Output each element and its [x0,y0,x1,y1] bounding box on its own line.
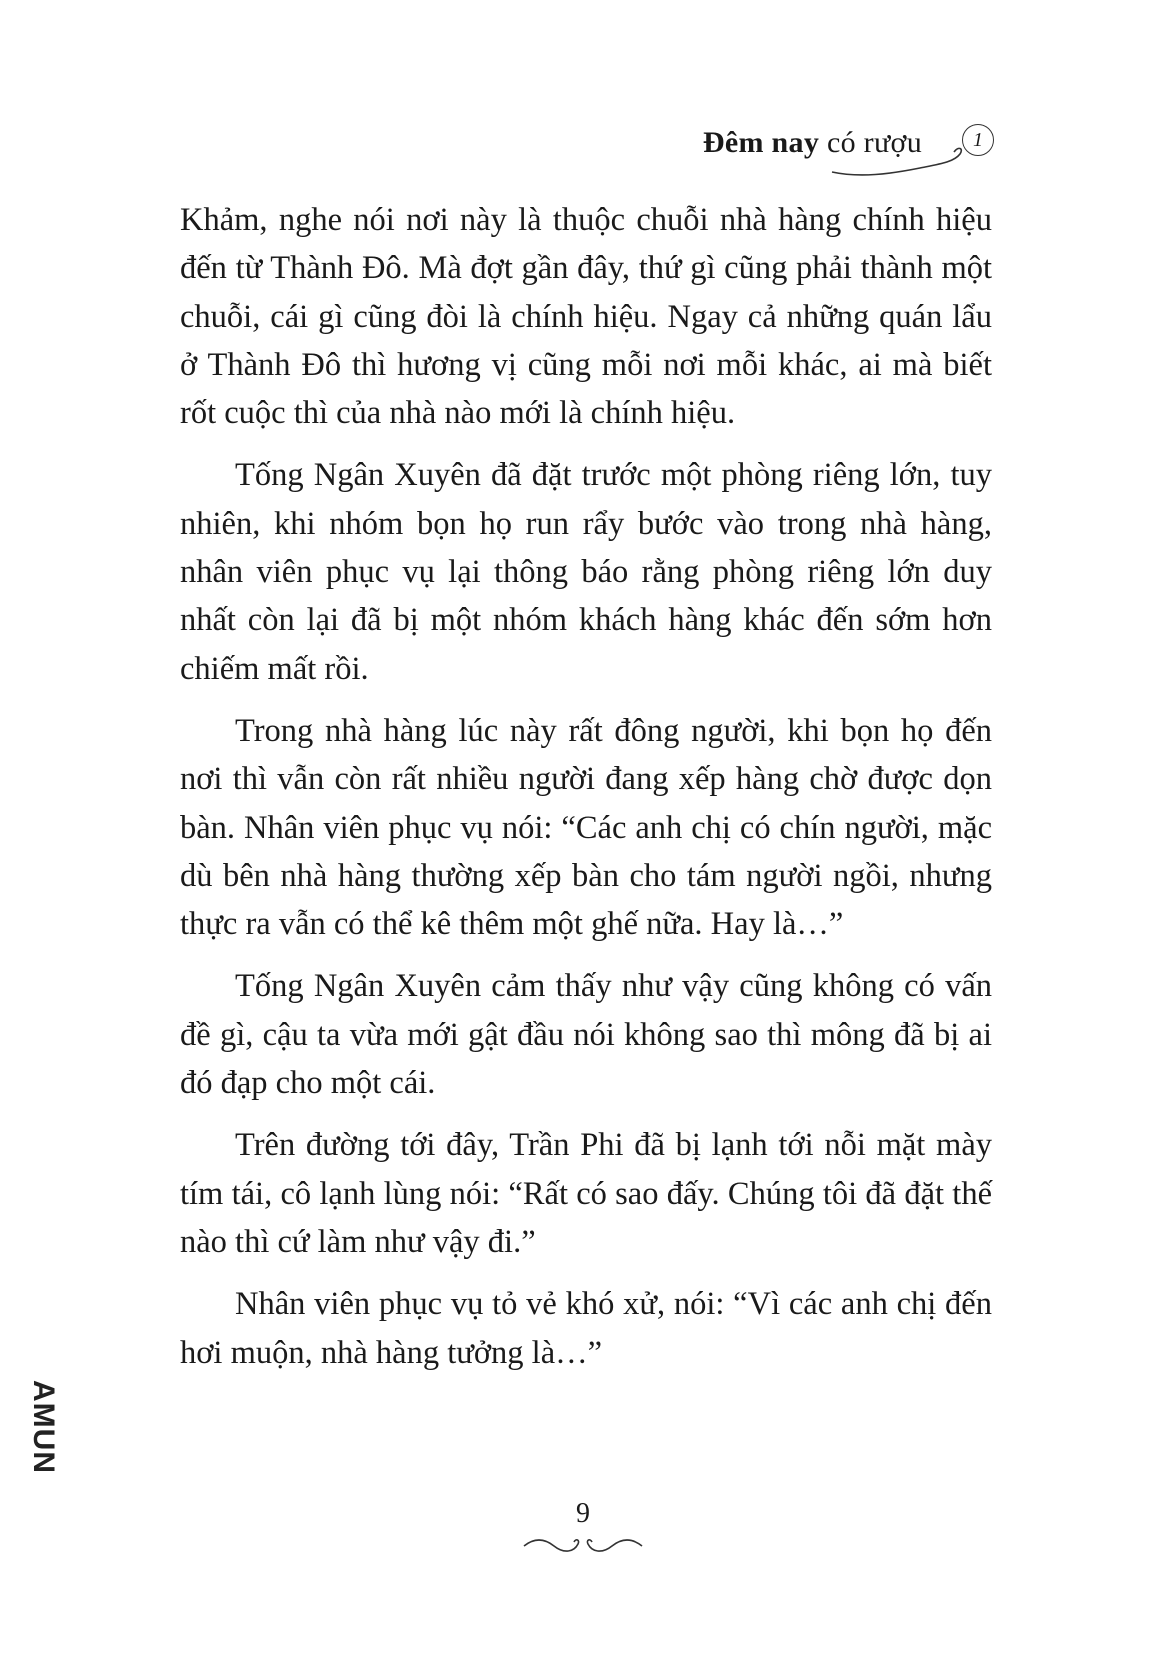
title-swash-ornament [830,144,970,178]
chapter-badge: 1 [962,124,994,156]
book-title-rest: có rượu [826,126,922,159]
body-text [180,196,992,1391]
book-title-bold: Đêm nay [702,126,820,159]
paragraph-5: Trên đường tới đây, Trần Phi đã bị lạnh tới nỗi mặt mày tím tái, cô lạnh lùng nói: “Rất có sao đấy. Chúng tôi đã đặt thế nào thì cứ làm như vậy đi.” [180,1127,992,1260]
paragraph-2: Tống Ngân Xuyên đã đặt trước một phòng riêng lớn, tuy nhiên, khi nhóm bọn họ run rẩy bước vào trong nhà hàng, nhân viên phục vụ lại thông báo rằng phòng riêng lớn duy nhất còn lại đã bị một nhóm khách hàng khác đến sớm hơn chiếm mất rồi. [180,457,992,687]
running-header [634,118,994,178]
paragraph-6: Nhân viên phục vụ tỏ vẻ khó xử, nói: “Vì các anh chị đến hơi muộn, nhà hàng tưởng là…” [180,1286,992,1371]
paragraph-4: Tống Ngân Xuyên cảm thấy như vậy cũng không có vấn đề gì, cậu ta vừa mới gật đầu nói không sao thì mông đã bị ai đó đạp cho một cái. [180,968,992,1102]
page-number: 9 [576,1498,590,1529]
paragraph-1: Khảm, nghe nói nơi này là thuộc chuỗi nhà hàng chính hiệu đến từ Thành Đô. Mà đợt gần đây, thứ gì cũng phải thành một chuỗi, cái gì cũng đòi là chính hiệu. Ngay cả những quán lẩu ở Thành Đô thì hương vị cũng mỗi nơi mỗi khác, ai mà biết rốt cuộc thì của nhà nào mới là chính hiệu. [180,202,992,432]
paragraph-3: Trong nhà hàng lúc này rất đông người, khi bọn họ đến nơi thì vẫn còn rất nhiều người đang xếp hàng chờ được dọn bàn. Nhân viên phục vụ nói: “Các anh chị có chín người, mặc dù bên nhà hàng thường xếp bàn cho tám người ngồi, nhưng thực ra vẫn có thể kê thêm một ghế nữa. Hay là…” [180,712,992,943]
publisher-logo: AMUN [27,1380,60,1474]
page-number-ornament [520,1534,646,1556]
